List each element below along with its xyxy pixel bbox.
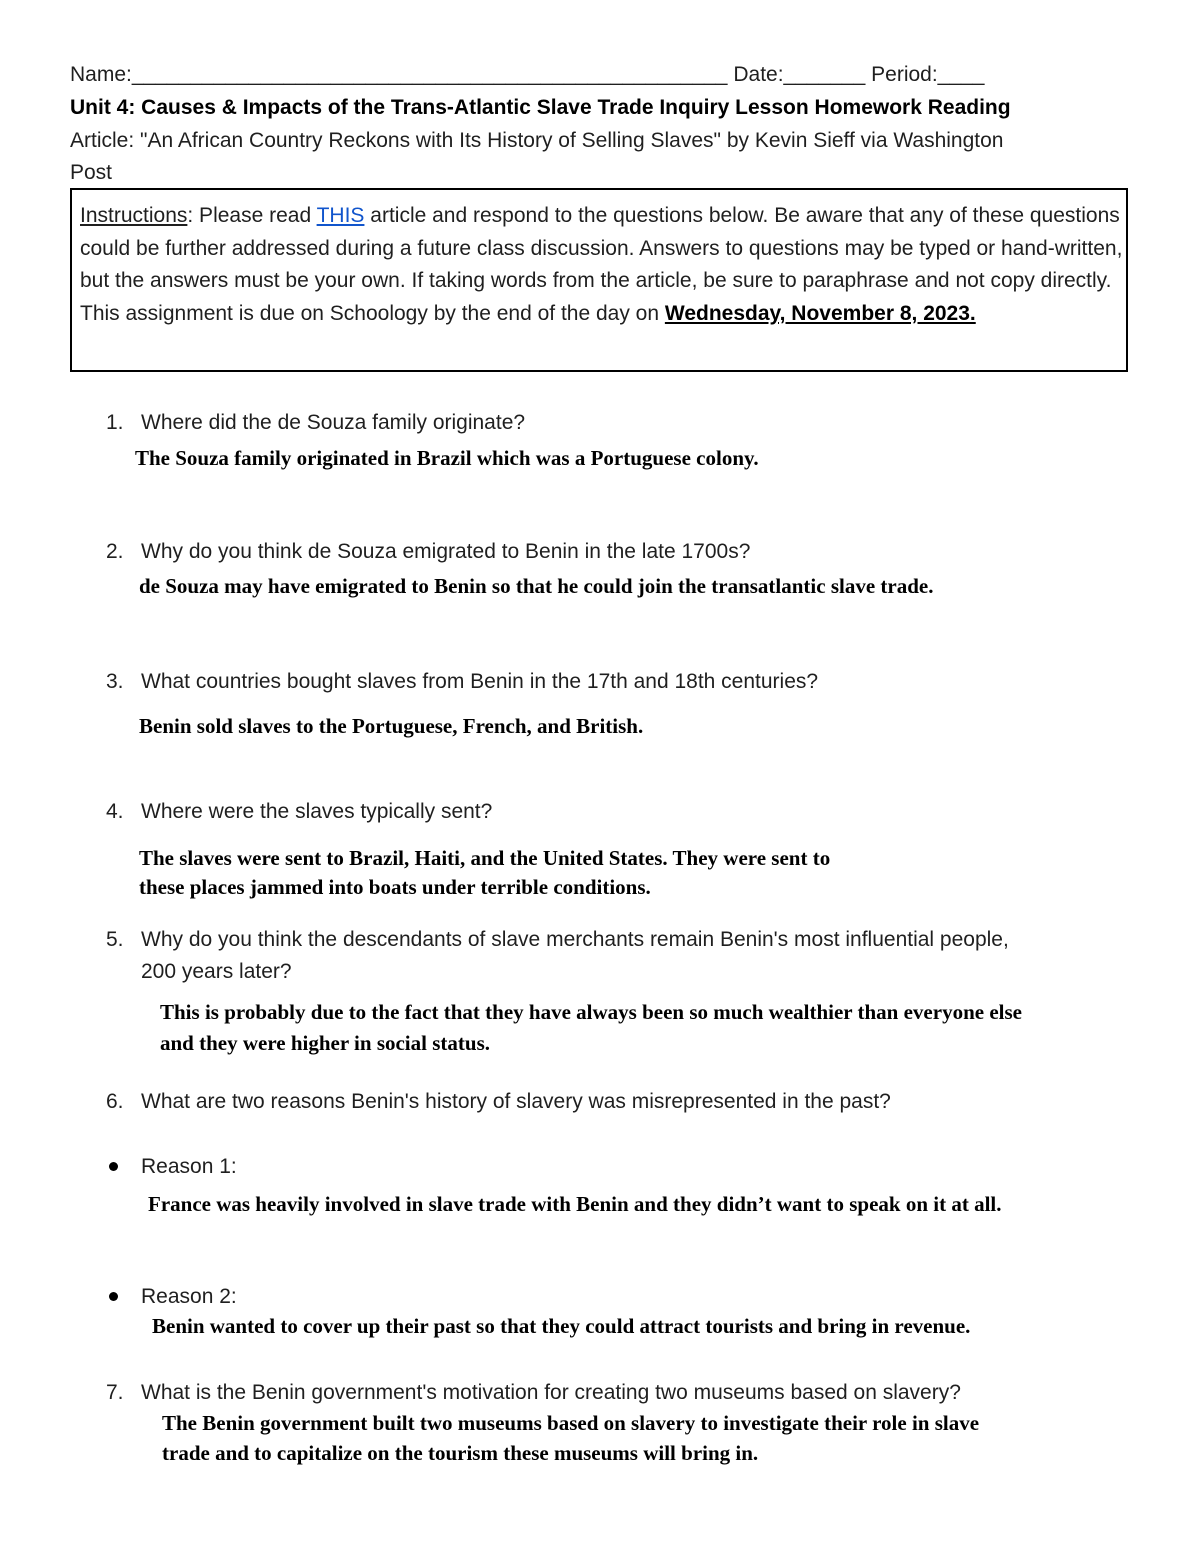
article-link[interactable]: THIS <box>316 204 365 227</box>
reason-answer: Benin wanted to cover up their past so that they could attract tourists and bring in revenue. <box>152 1314 971 1338</box>
answer-text: Benin sold slaves to the Portuguese, French, and British. <box>139 714 644 738</box>
question-number: 2. <box>106 540 124 563</box>
question-text: What countries bought slaves from Benin in the 17th and 18th centuries? <box>141 670 819 693</box>
answer-text: and they were higher in social status. <box>160 1031 490 1055</box>
period-label: Period:____ <box>871 63 985 86</box>
answer-text: The Souza family originated in Brazil which was a Portuguese colony. <box>135 446 759 470</box>
question-number: 5. <box>106 928 124 951</box>
instructions-label: Instructions <box>80 204 188 227</box>
answer-text: The slaves were sent to Brazil, Haiti, and the United States. They were sent to <box>139 846 831 870</box>
question-text-continued: 200 years later? <box>141 960 292 983</box>
date-label: Date:_______ <box>733 63 866 86</box>
name-label: Name:___________________________________________________ <box>70 63 728 86</box>
question-number: 4. <box>106 800 124 823</box>
instructions-colon: : Please read <box>187 204 317 227</box>
question-number: 6. <box>106 1090 124 1113</box>
question-text: What is the Benin government's motivation for creating two museums based on slavery? <box>141 1381 961 1404</box>
question-text: Why do you think the descendants of slave merchants remain Benin's most influential people, <box>141 928 1009 951</box>
question-text: Where did the de Souza family originate? <box>141 411 526 434</box>
due-date: Wednesday, November 8, 2023. <box>664 301 976 325</box>
page-title: Unit 4: Causes & Impacts of the Trans-Atlantic Slave Trade Inquiry Lesson Homework Reading <box>70 96 1011 119</box>
question-text: What are two reasons Benin's history of slavery was misrepresented in the past? <box>141 1090 891 1113</box>
reason-label: Reason 1: <box>141 1155 237 1178</box>
reason-answer: France was heavily involved in slave trade with Benin and they didn’t want to speak on it at all. <box>148 1192 1002 1216</box>
question-number: 3. <box>106 670 124 693</box>
reason-label: Reason 2: <box>141 1285 237 1308</box>
question-number: 7. <box>106 1381 124 1404</box>
bullet-icon <box>109 1292 118 1301</box>
question-text: Where were the slaves typically sent? <box>141 800 493 823</box>
instructions-text <box>80 200 1124 330</box>
name-field-label <box>70 63 984 87</box>
article-citation-line2: Post <box>70 161 113 184</box>
question-text: Why do you think de Souza emigrated to Benin in the late 1700s? <box>141 540 751 563</box>
answer-text: The Benin government built two museums based on slavery to investigate their role in slave <box>162 1411 980 1435</box>
article-citation-line1: Article: "An African Country Reckons with Its History of Selling Slaves" by Kevin Sieff via Washington <box>70 129 1004 152</box>
answer-text: This is probably due to the fact that they have always been so much wealthier than everyone else <box>160 1000 1022 1024</box>
answer-text: these places jammed into boats under terrible conditions. <box>139 875 651 899</box>
answer-text: de Souza may have emigrated to Benin so that he could join the transatlantic slave trade. <box>139 574 934 598</box>
question-number: 1. <box>106 411 124 434</box>
bullet-icon <box>109 1162 118 1171</box>
answer-text: trade and to capitalize on the tourism these museums will bring in. <box>162 1441 759 1465</box>
instructions-body: article and respond to the questions below. Be aware that any of these questions could be further addressed during a future class discussion. Answers to questions may be typed or hand-written, but the answers must be your own. If taking words from the article, be sure to paraphrase and not copy directly. This assignment is due on Schoology by the end of the day on <box>80 204 1123 325</box>
